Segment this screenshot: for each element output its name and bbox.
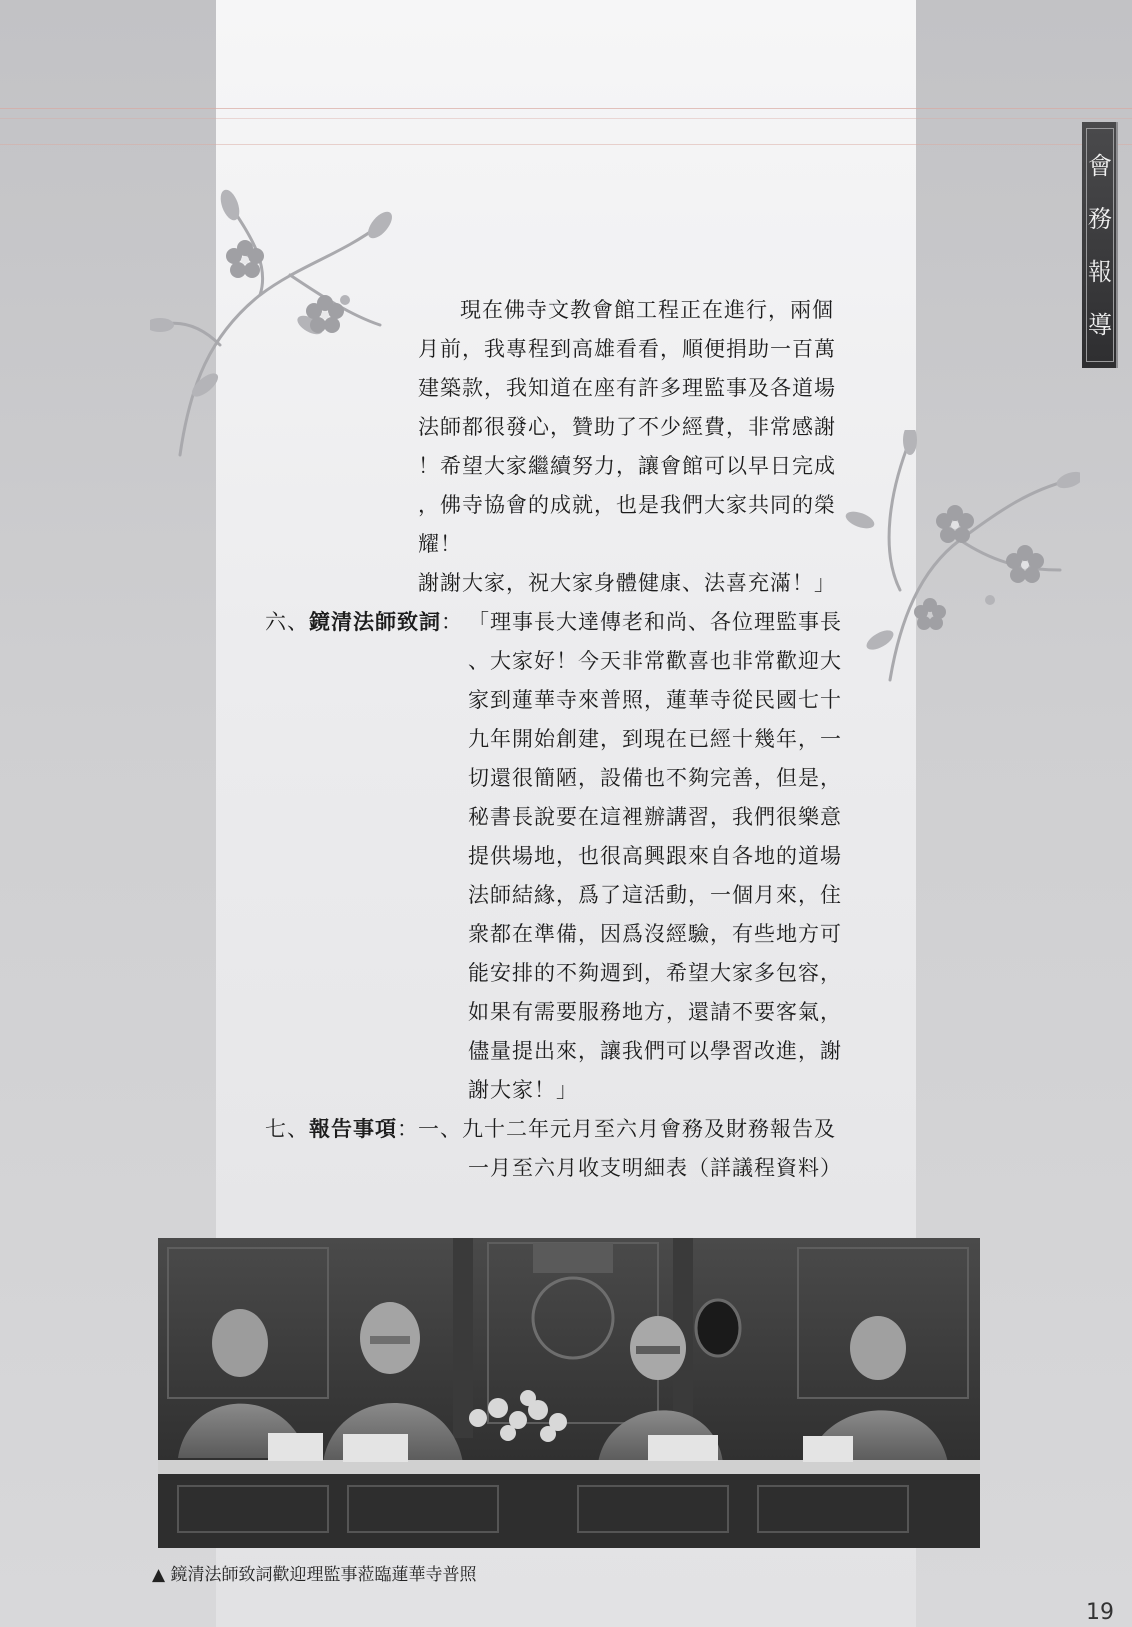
text-line: 謝謝大家，祝大家身體健康、法喜充滿！」 (418, 571, 836, 595)
text-line: 一、九十二年元月至六月會務及財務報告及 (418, 1117, 836, 1141)
page-number: 19 (1086, 1600, 1114, 1625)
section-tab-char: 務 (1088, 204, 1112, 233)
header-rule-3 (0, 144, 1132, 145)
section-7-body (418, 1110, 842, 1188)
text-line: 建築款，我知道在座有許多理監事及各道場 (418, 376, 836, 400)
caption-marker-icon: ▲ (152, 1565, 166, 1585)
text-line: ！希望大家繼續努力，讓會館可以早日完成 (418, 454, 836, 478)
section-colon: ： (397, 1117, 419, 1141)
text-line: 法師都很發心，贊助了不少經費，非常感謝 (418, 415, 836, 439)
section-6-body (468, 603, 842, 1110)
text-line: 月前，我專程到高雄看看，順便捐助一百萬 (418, 337, 836, 361)
section-label: 報告事項 (309, 1117, 397, 1141)
section-7-heading (265, 1110, 419, 1149)
text-line: 耀！ (418, 532, 462, 556)
section-tab-frame (1086, 128, 1114, 362)
text-line: 、大家好！今天非常歡喜也非常歡迎大 (468, 649, 842, 673)
floral-ornament-right-icon (840, 430, 1080, 690)
section-6-heading (265, 603, 463, 642)
section-tab-char: 報 (1088, 257, 1112, 286)
floral-ornament-left-icon (150, 185, 400, 465)
text-line: 法師結緣，爲了這活動，一個月來，住 (468, 883, 842, 907)
text-line: 秘書長說要在這裡辦講習，我們很樂意 (468, 805, 842, 829)
text-line: 一月至六月收支明細表（詳議程資料） (468, 1156, 842, 1180)
section-number: 六、 (265, 610, 309, 634)
text-line: 「理事長大達傳老和尚、各位理監事長 (468, 610, 842, 634)
text-line: 衆都在準備，因爲沒經驗，有些地方可 (468, 922, 842, 946)
text-line: 九年開始創建，到現在已經十幾年，一 (468, 727, 842, 751)
photo-caption (152, 1560, 476, 1585)
header-rule-1 (0, 108, 1132, 109)
paragraph-1 (418, 291, 836, 603)
text-line: 提供場地，也很高興跟來自各地的道場 (468, 844, 842, 868)
text-line: 家到蓮華寺來普照，蓮華寺從民國七十 (468, 688, 842, 712)
photo-illustration-icon (158, 1238, 980, 1548)
text-line: 如果有需要服務地方，還請不要客氣， (468, 1000, 842, 1024)
event-photo (158, 1238, 980, 1548)
section-colon: ： (441, 610, 463, 634)
section-tab-char: 會 (1088, 151, 1112, 180)
header-rule-2 (0, 118, 1132, 119)
text-line: 儘量提出來，讓我們可以學習改進，謝 (468, 1039, 842, 1063)
section-number: 七、 (265, 1117, 309, 1141)
section-tab-char: 導 (1088, 310, 1112, 339)
section-tab (1082, 122, 1118, 368)
text-line: 現在佛寺文教會館工程正在進行，兩個 (460, 298, 834, 322)
text-line: 切還很簡陋，設備也不夠完善，但是， (468, 766, 842, 790)
caption-text: 鏡清法師致詞歡迎理監事蒞臨蓮華寺普照 (170, 1565, 477, 1585)
text-line: 能安排的不夠週到，希望大家多包容， (468, 961, 842, 985)
text-line: 謝大家！」 (468, 1078, 578, 1102)
text-line: ，佛寺協會的成就，也是我們大家共同的榮 (418, 493, 836, 517)
section-label: 鏡清法師致詞 (309, 610, 441, 634)
